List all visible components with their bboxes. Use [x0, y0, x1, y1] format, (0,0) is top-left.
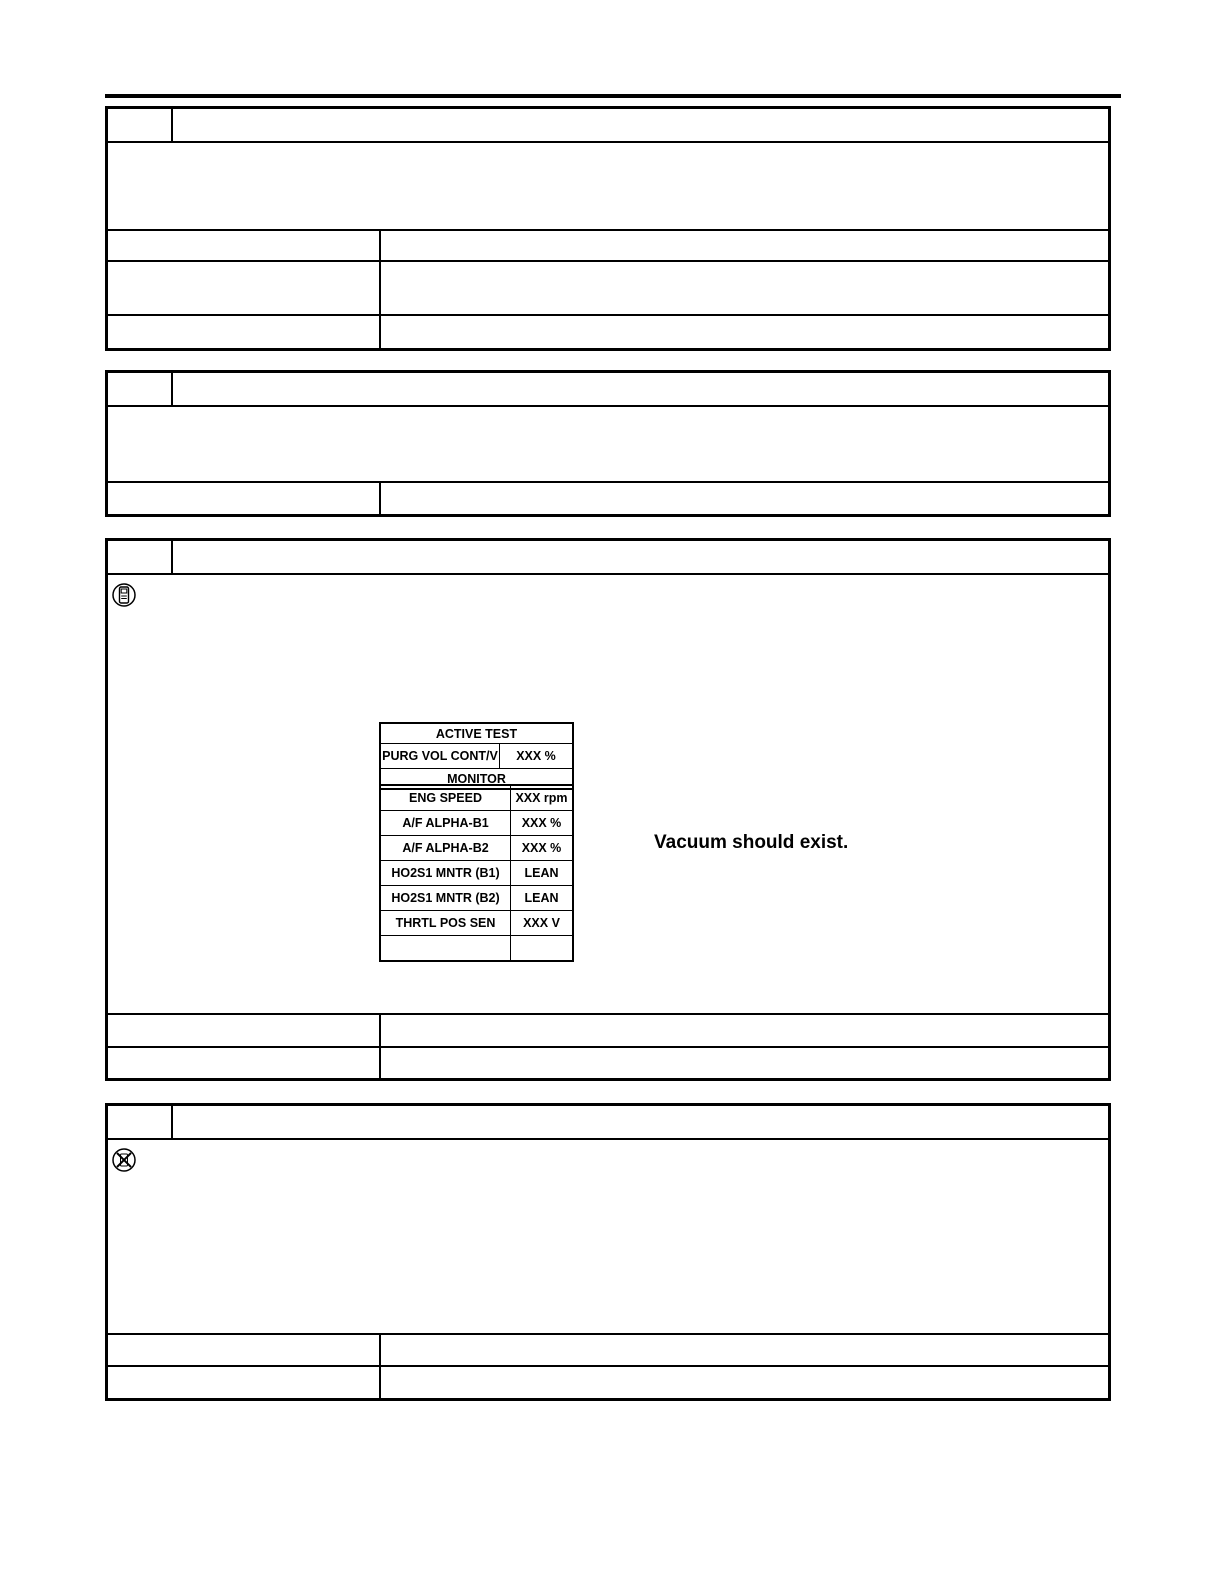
monitor-label: MONITOR: [380, 769, 573, 790]
result-row: [108, 1048, 1108, 1078]
step-header: [108, 109, 1108, 143]
step-header: [108, 373, 1108, 407]
monitor-item-value: LEAN: [511, 886, 574, 911]
monitor-item-label: HO2S1 MNTR (B2): [380, 886, 511, 911]
result-row: [108, 262, 1108, 316]
no-tools-icon: [108, 1144, 140, 1176]
monitor-item-value: XXX %: [511, 811, 574, 836]
result-row: [108, 316, 1108, 348]
test-item-value: XXX %: [500, 744, 574, 769]
step-body: [108, 575, 1108, 1015]
result-text: Vacuum should exist.: [654, 832, 849, 853]
result-row: [108, 483, 1108, 514]
step-body: [108, 407, 1108, 483]
step-number-cell: [108, 541, 173, 573]
result-row: [108, 231, 1108, 262]
monitor-table: [379, 784, 574, 962]
active-test-title: ACTIVE TEST: [380, 723, 573, 744]
consult-tester-icon: [108, 579, 140, 611]
active-test-screen: [379, 722, 574, 790]
step-number-cell: [108, 373, 173, 405]
step-box-4: [105, 1103, 1111, 1401]
monitor-item-value: XXX rpm: [511, 785, 574, 811]
monitor-item-label: A/F ALPHA-B2: [380, 836, 511, 861]
result-row: [108, 1015, 1108, 1048]
monitor-item-value: LEAN: [511, 861, 574, 886]
step-number-cell: [108, 109, 173, 141]
step-header: [108, 541, 1108, 575]
monitor-item-value: XXX %: [511, 836, 574, 861]
monitor-item-label: HO2S1 MNTR (B1): [380, 861, 511, 886]
step-number-cell: [108, 1106, 173, 1138]
monitor-empty-cell: [380, 936, 511, 962]
monitor-empty-cell: [511, 936, 574, 962]
step-header: [108, 1106, 1108, 1140]
test-item-label: PURG VOL CONT/V: [380, 744, 500, 769]
result-row: [108, 1367, 1108, 1398]
step-box-1: [105, 106, 1111, 351]
step-body: [108, 1140, 1108, 1335]
monitor-item-value: XXX V: [511, 911, 574, 936]
monitor-item-label: A/F ALPHA-B1: [380, 811, 511, 836]
monitor-item-label: ENG SPEED: [380, 785, 511, 811]
result-row: [108, 1335, 1108, 1367]
step-box-3: [105, 538, 1111, 1081]
monitor-item-label: THRTL POS SEN: [380, 911, 511, 936]
top-rule: [105, 94, 1121, 98]
step-box-2: [105, 370, 1111, 517]
step-body: [108, 143, 1108, 231]
